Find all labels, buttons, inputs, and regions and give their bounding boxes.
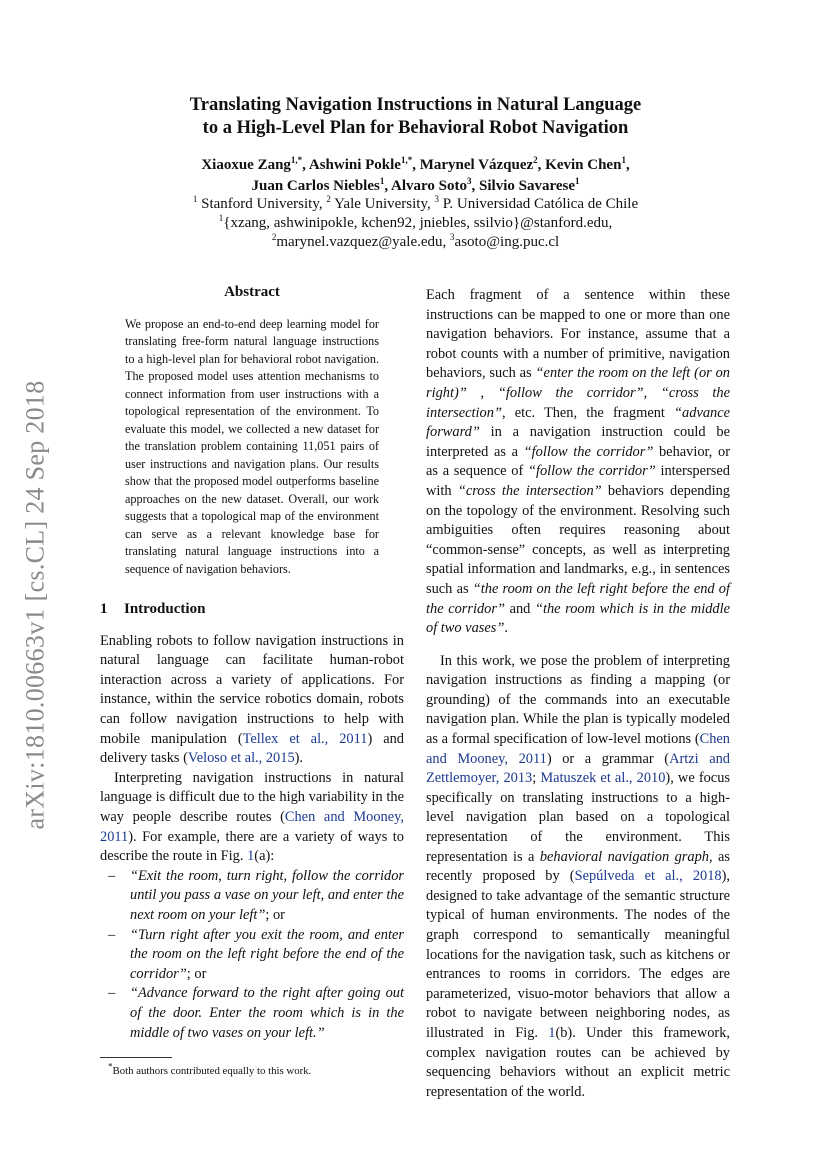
example-instruction-item: – “Turn right after you exit the room, and enter the room on the left right before the end of the corridor”; or bbox=[108, 926, 404, 982]
author-line-1: Xiaoxue Zang$^{1,*}$, Ashwini Pokle$^{1,*}$, Marynel Vázquez$^2$, Kevin Chen$^1$, bbox=[201, 155, 630, 173]
citation-link[interactable]: Veloso et al., 2015 bbox=[187, 750, 295, 767]
author-sup: 1 bbox=[621, 155, 626, 165]
citation-link[interactable]: Chen and Mooney, 2011 bbox=[100, 809, 404, 845]
affiliation-line bbox=[100, 195, 731, 214]
citation-link[interactable]: Sepúlveda et al., 2018 bbox=[574, 868, 722, 885]
intro-paragraph-1: Enabling robots to follow navigation instructions in natural language can facilitate human-robot interaction across a variety of applications. For instance, within the service robotics domain, robots can follow navigation instructions to help with mobile manipulation (Tellex et al., 2011) and delivery tasks (Veloso et al., 2015). bbox=[100, 632, 404, 767]
email-sup: 3 bbox=[450, 232, 455, 242]
author-name: Ashwini Pokle bbox=[308, 157, 401, 173]
footnote: *Both authors contributed equally to this work. bbox=[108, 1061, 312, 1078]
email-sup: 1 bbox=[218, 213, 224, 223]
footnote-mark: * bbox=[108, 1061, 113, 1072]
author-line-2: Juan Carlos Niebles$^1$, Alvaro Soto$^3$, Silvio Savarese$^1$ bbox=[251, 176, 580, 194]
right-paragraph-1: Each fragment of a sentence within these instructions can be mapped to one or more than one navigation behaviors. For instance, assume that a robot counts with a number of primitive, navigation behaviors, such as “enter the room on the left (or on right)” , “follow the corridor”, “cross the intersection”, etc. Then, the fragment “advance forward” in a navigation instruction could be interpreted as a “follow the corridor” behavior, or as a sequence of “follow the corridor” interspersed with “cross the intersection” behaviors depending on the topology of the environment. Resolving such ambiguities often requires reasoning about “common-sense” concepts, as well as interpreting spatial information and landmarks, e.g., in sentences such as “the room on the left right before the end of the corridor” and “the room which is in the middle of two vases”. bbox=[426, 287, 731, 637]
example-instruction-item: – “Exit the room, turn right, follow the corridor until you pass a vase on your left, and enter the next room on your left”; or bbox=[108, 867, 404, 923]
email-line-2 bbox=[100, 233, 731, 252]
author-sup: 1,* bbox=[290, 155, 303, 165]
email: {xzang, ashwinipokle, kchen92, jniebles, ssilvio}@stanford.edu, bbox=[223, 215, 613, 231]
example-instruction-item: – “Advance forward to the right after going out of the door. Enter the room which is in the middle of two vases on your left.” bbox=[108, 985, 404, 1041]
example-instructions-list bbox=[100, 867, 404, 1043]
intro-paragraph-2: Interpreting navigation instructions in natural language is difficult due to the high variability in the way people describe routes (Chen and Mooney, 2011). For example, there are a variety of ways to describe the route in Fig. 1(a): bbox=[100, 769, 404, 865]
author-sup: 3 bbox=[467, 176, 472, 186]
author-sup: 1 bbox=[575, 176, 580, 186]
author-sup: 1,* bbox=[400, 155, 413, 165]
author-name: Marynel Vázquez bbox=[419, 157, 534, 173]
author-name: Juan Carlos Niebles bbox=[251, 178, 380, 194]
author-name: Alvaro Soto bbox=[391, 178, 468, 194]
figure-ref-link[interactable]: 1 bbox=[247, 848, 255, 865]
affil-sup: 2 bbox=[326, 194, 331, 204]
title-line-1: Translating Navigation Instructions in Natural Language bbox=[189, 95, 642, 115]
institution: Stanford University, bbox=[201, 196, 323, 212]
section-heading-introduction bbox=[100, 600, 404, 620]
section-number: 1 bbox=[100, 601, 108, 618]
affil-sup: 3 bbox=[434, 194, 439, 204]
right-paragraph-2: In this work, we pose the problem of interpreting navigation instructions as finding a mapping (or grounding) of the commands into an executable navigation plan. While the plan is typically modeled as a formal specification of low-level motions (Chen and Mooney, 2011) or a grammar (Artzi and Zettlemoyer, 2013; Matuszek et al., 2010), we focus specifically on translating instructions to a high-level navigation plan based on a topological representation of the environment. This representation is a behavioral navigation graph, as recently proposed by (Sepúlveda et al., 2018), designed to take advantage of the semantic structure typical of human environments. The nodes of the graph correspond to semantically meaningful locations for the navigation task, such as kitchens or entrances to rooms in corridors. The edges are parameterized, visuo-motor behaviors that allow a robot to navigate between neighboring nodes, as illustrated in Fig. 1(b). Under this framework, complex navigation routes can be achieved by sequencing behaviors without an explicit metric representation of the world. bbox=[426, 652, 730, 1100]
author-sup: 1 bbox=[379, 176, 385, 186]
figure-ref-link[interactable]: 1 bbox=[548, 1024, 556, 1041]
left-column bbox=[100, 283, 404, 1078]
abstract-text: We propose an end-to-end deep learning model for translating free-form natural language instructions to a high-level plan for behavioral robot navigation. The proposed model uses attention mechanisms to connect information from user instructions with a topological representation of the environment. To evaluate this model, we collected a new dataset for the translation problem containing 11,051 pairs of user instructions and navigation plans. Our results show that the proposed model outperforms baseline approaches on the new dataset. Overall, our work suggests that a topological map of the environment can serve as a relevant knowledge base for translating natural language instructions into a sequence of navigation behaviors. bbox=[125, 316, 379, 576]
author-sup: 2 bbox=[533, 155, 538, 165]
email: marynel.vazquez@yale.edu, bbox=[276, 234, 447, 250]
footnote-divider bbox=[100, 1057, 172, 1058]
affil-sup: 1 bbox=[192, 194, 198, 204]
section-title: Introduction bbox=[124, 601, 206, 618]
citation-link[interactable]: Matuszek et al., 2010 bbox=[540, 770, 666, 787]
author-name: Kevin Chen bbox=[545, 157, 622, 173]
citation-link[interactable]: Chen and Mooney, 2011 bbox=[426, 731, 730, 767]
institution: P. Universidad Católica de Chile bbox=[442, 196, 639, 212]
email: asoto@ing.puc.cl bbox=[454, 234, 560, 250]
arxiv-identifier: arXiv:1810.00663v1 [cs.CL] 24 Sep 2018 bbox=[21, 380, 50, 830]
title-line-2: to a High-Level Plan for Behavioral Robot Navigation bbox=[202, 118, 629, 138]
author-name: Silvio Savarese bbox=[479, 178, 575, 194]
right-column bbox=[426, 286, 730, 1102]
author-list bbox=[100, 155, 731, 197]
citation-link[interactable]: Tellex et al., 2011 bbox=[242, 730, 368, 747]
email-sup: 2 bbox=[271, 232, 277, 242]
arxiv-stamp bbox=[14, 355, 58, 855]
affiliations bbox=[100, 195, 731, 252]
email-line-1 bbox=[100, 214, 731, 233]
paper-title bbox=[100, 94, 731, 140]
author-name: Xiaoxue Zang bbox=[201, 157, 291, 173]
abstract-heading: Abstract bbox=[224, 284, 280, 300]
citation-link[interactable]: Artzi and Zettlemoyer, 2013 bbox=[426, 750, 730, 787]
institution: Yale University, bbox=[334, 196, 431, 212]
